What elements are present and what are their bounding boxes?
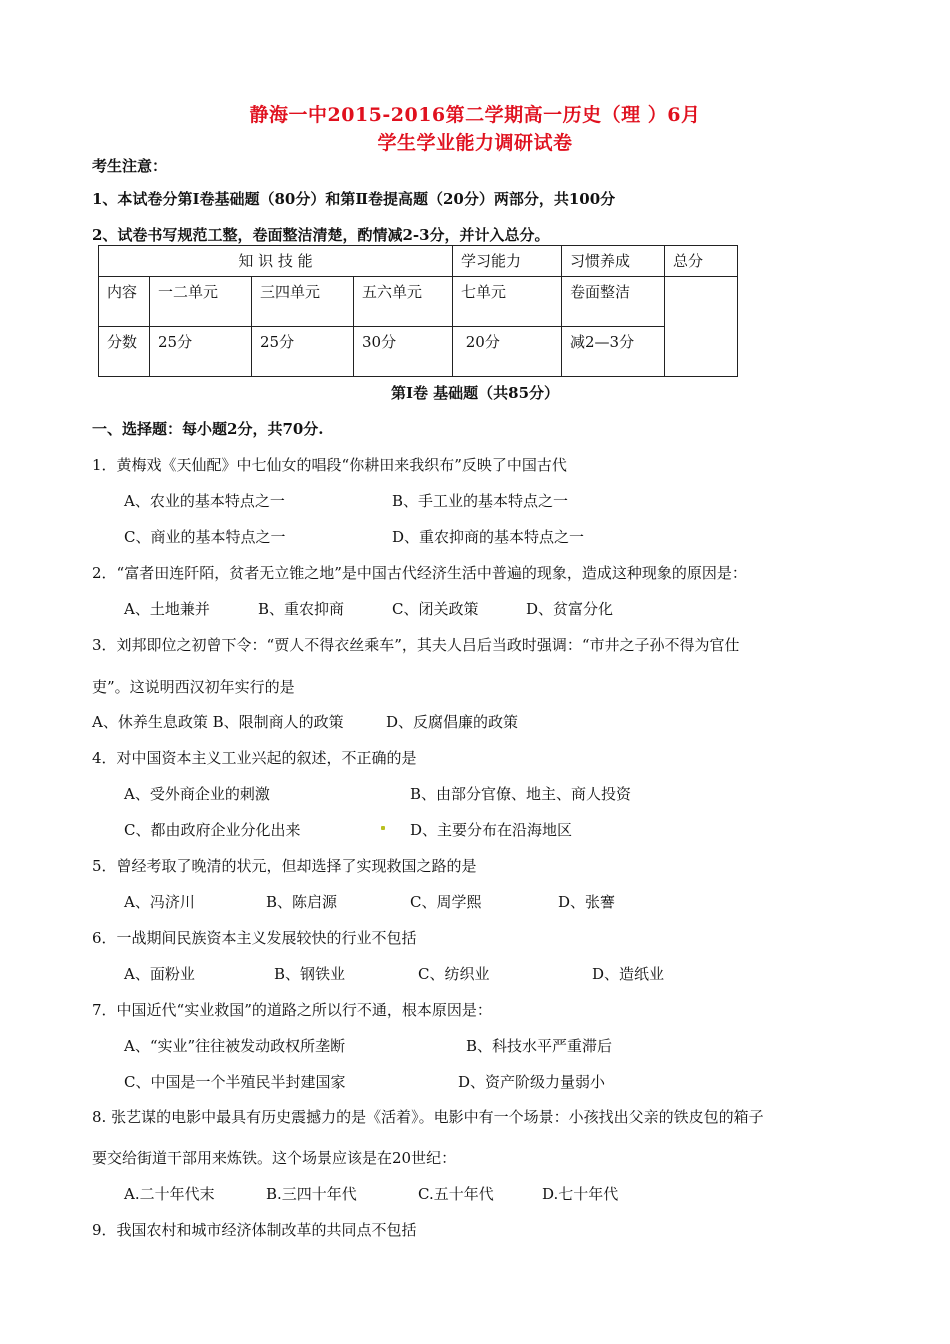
score-cell: 20分	[453, 327, 562, 377]
option: A、土地兼并	[124, 600, 210, 618]
question-stem: 5．曾经考取了晚清的状元，但却选择了实现救国之路的是	[92, 857, 477, 875]
option: C.五十年代	[418, 1185, 494, 1203]
question-stem-cont: 要交给街道干部用来炼铁。这个场景应该是在20世纪：	[92, 1149, 457, 1167]
content-cell: 一二单元	[150, 277, 252, 327]
option: B、手工业的基本特点之一	[392, 492, 569, 510]
option: D、资产阶级力量弱小	[458, 1073, 606, 1091]
content-cell: 卷面整洁	[562, 277, 665, 327]
option: B、重农抑商	[258, 600, 345, 618]
question-stem: 2．“富者田连阡陌，贫者无立锥之地”是中国古代经济生活中普遍的现象，造成这种现象的原因是：	[92, 564, 747, 582]
row-content-label: 内容	[99, 277, 150, 327]
question-stem: 4．对中国资本主义工业兴起的叙述，不正确的是	[92, 749, 417, 767]
content-cell: 三四单元	[252, 277, 354, 327]
score-table	[98, 245, 738, 377]
option: A.二十年代末	[124, 1185, 215, 1203]
notice-1: 1、本试卷分第Ⅰ卷基础题（80分）和第Ⅱ卷提高题（20分）两部分，共100分	[92, 190, 616, 208]
option: C、纺织业	[418, 965, 490, 983]
score-cell: 减2—3分	[562, 327, 665, 377]
option: D、主要分布在沿海地区	[410, 821, 573, 839]
question-stem: 1．黄梅戏《天仙配》中七仙女的唱段“你耕田来我织布”反映了中国古代	[92, 456, 567, 474]
question-stem: 8. 张艺谋的电影中最具有历史震撼力的是《活着》。电影中有一个场景：小孩找出父亲的铁皮包的箱子	[92, 1108, 764, 1126]
question-stem-cont: 吏”。这说明西汉初年实行的是	[92, 678, 295, 696]
option: A、受外商企业的刺激	[124, 785, 270, 803]
option: D、张謇	[558, 893, 616, 911]
option: B、由部分官僚、地主、商人投资	[410, 785, 632, 803]
question-stem: 3．刘邦即位之初曾下令：“贾人不得衣丝乘车”，其夫人吕后当政时强调：“市井之子孙不得为官仕	[92, 636, 740, 654]
header-ability: 学习能力	[453, 246, 562, 277]
option: A、冯济川	[124, 893, 195, 911]
exam-title-line2: 学生学业能力调研试卷	[377, 132, 573, 154]
total-score-cell	[665, 277, 738, 377]
score-cell: 30分	[354, 327, 453, 377]
option: B.三四十年代	[266, 1185, 357, 1203]
option: D.七十年代	[542, 1185, 619, 1203]
option: A、面粉业	[124, 965, 195, 983]
option: B、钢铁业	[274, 965, 346, 983]
option: C、周学熙	[410, 893, 482, 911]
option: D、造纸业	[592, 965, 665, 983]
option: C、商业的基本特点之一	[124, 528, 286, 546]
score-cell: 25分	[252, 327, 354, 377]
option: B、科技水平严重滞后	[466, 1037, 613, 1055]
section-title: 第Ⅰ卷 基础题（共85分）	[390, 384, 560, 402]
option: D、重农抑商的基本特点之一	[392, 528, 585, 546]
option: A、“实业”往往被发动政权所垄断	[124, 1037, 346, 1055]
content-cell: 七单元	[453, 277, 562, 327]
option: C、都由政府企业分化出来	[124, 821, 301, 839]
option: C、中国是一个半殖民半封建国家	[124, 1073, 346, 1091]
row-score-label: 分数	[99, 327, 150, 377]
content-cell: 五六单元	[354, 277, 453, 327]
question-stem: 6．一战期间民族资本主义发展较快的行业不包括	[92, 929, 417, 947]
part-heading: 一、选择题：每小题2分，共70分.	[92, 420, 324, 438]
option: C、闭关政策	[392, 600, 479, 618]
option: A、休养生息政策 B、限制商人的政策	[92, 713, 344, 731]
option: B、陈启源	[266, 893, 338, 911]
option: D、反腐倡廉的政策	[386, 713, 519, 731]
header-total: 总分	[665, 246, 738, 277]
question-stem: 7．中国近代“实业救国”的道路之所以行不通，根本原因是：	[92, 1001, 492, 1019]
notice-2: 2、试卷书写规范工整，卷面整洁清楚，酌情减2-3分，并计入总分。	[92, 226, 550, 244]
score-cell: 25分	[150, 327, 252, 377]
question-stem: 9．我国农村和城市经济体制改革的共同点不包括	[92, 1221, 417, 1239]
exam-title-line1: 静海一中2015-2016第二学期高一历史（理 ）6月	[249, 104, 701, 126]
stray-mark	[381, 826, 385, 830]
header-habit: 习惯养成	[562, 246, 665, 277]
header-knowledge: 知 识 技 能	[99, 246, 453, 277]
option: D、贫富分化	[526, 600, 614, 618]
notice-heading: 考生注意：	[92, 157, 168, 175]
option: A、农业的基本特点之一	[124, 492, 285, 510]
